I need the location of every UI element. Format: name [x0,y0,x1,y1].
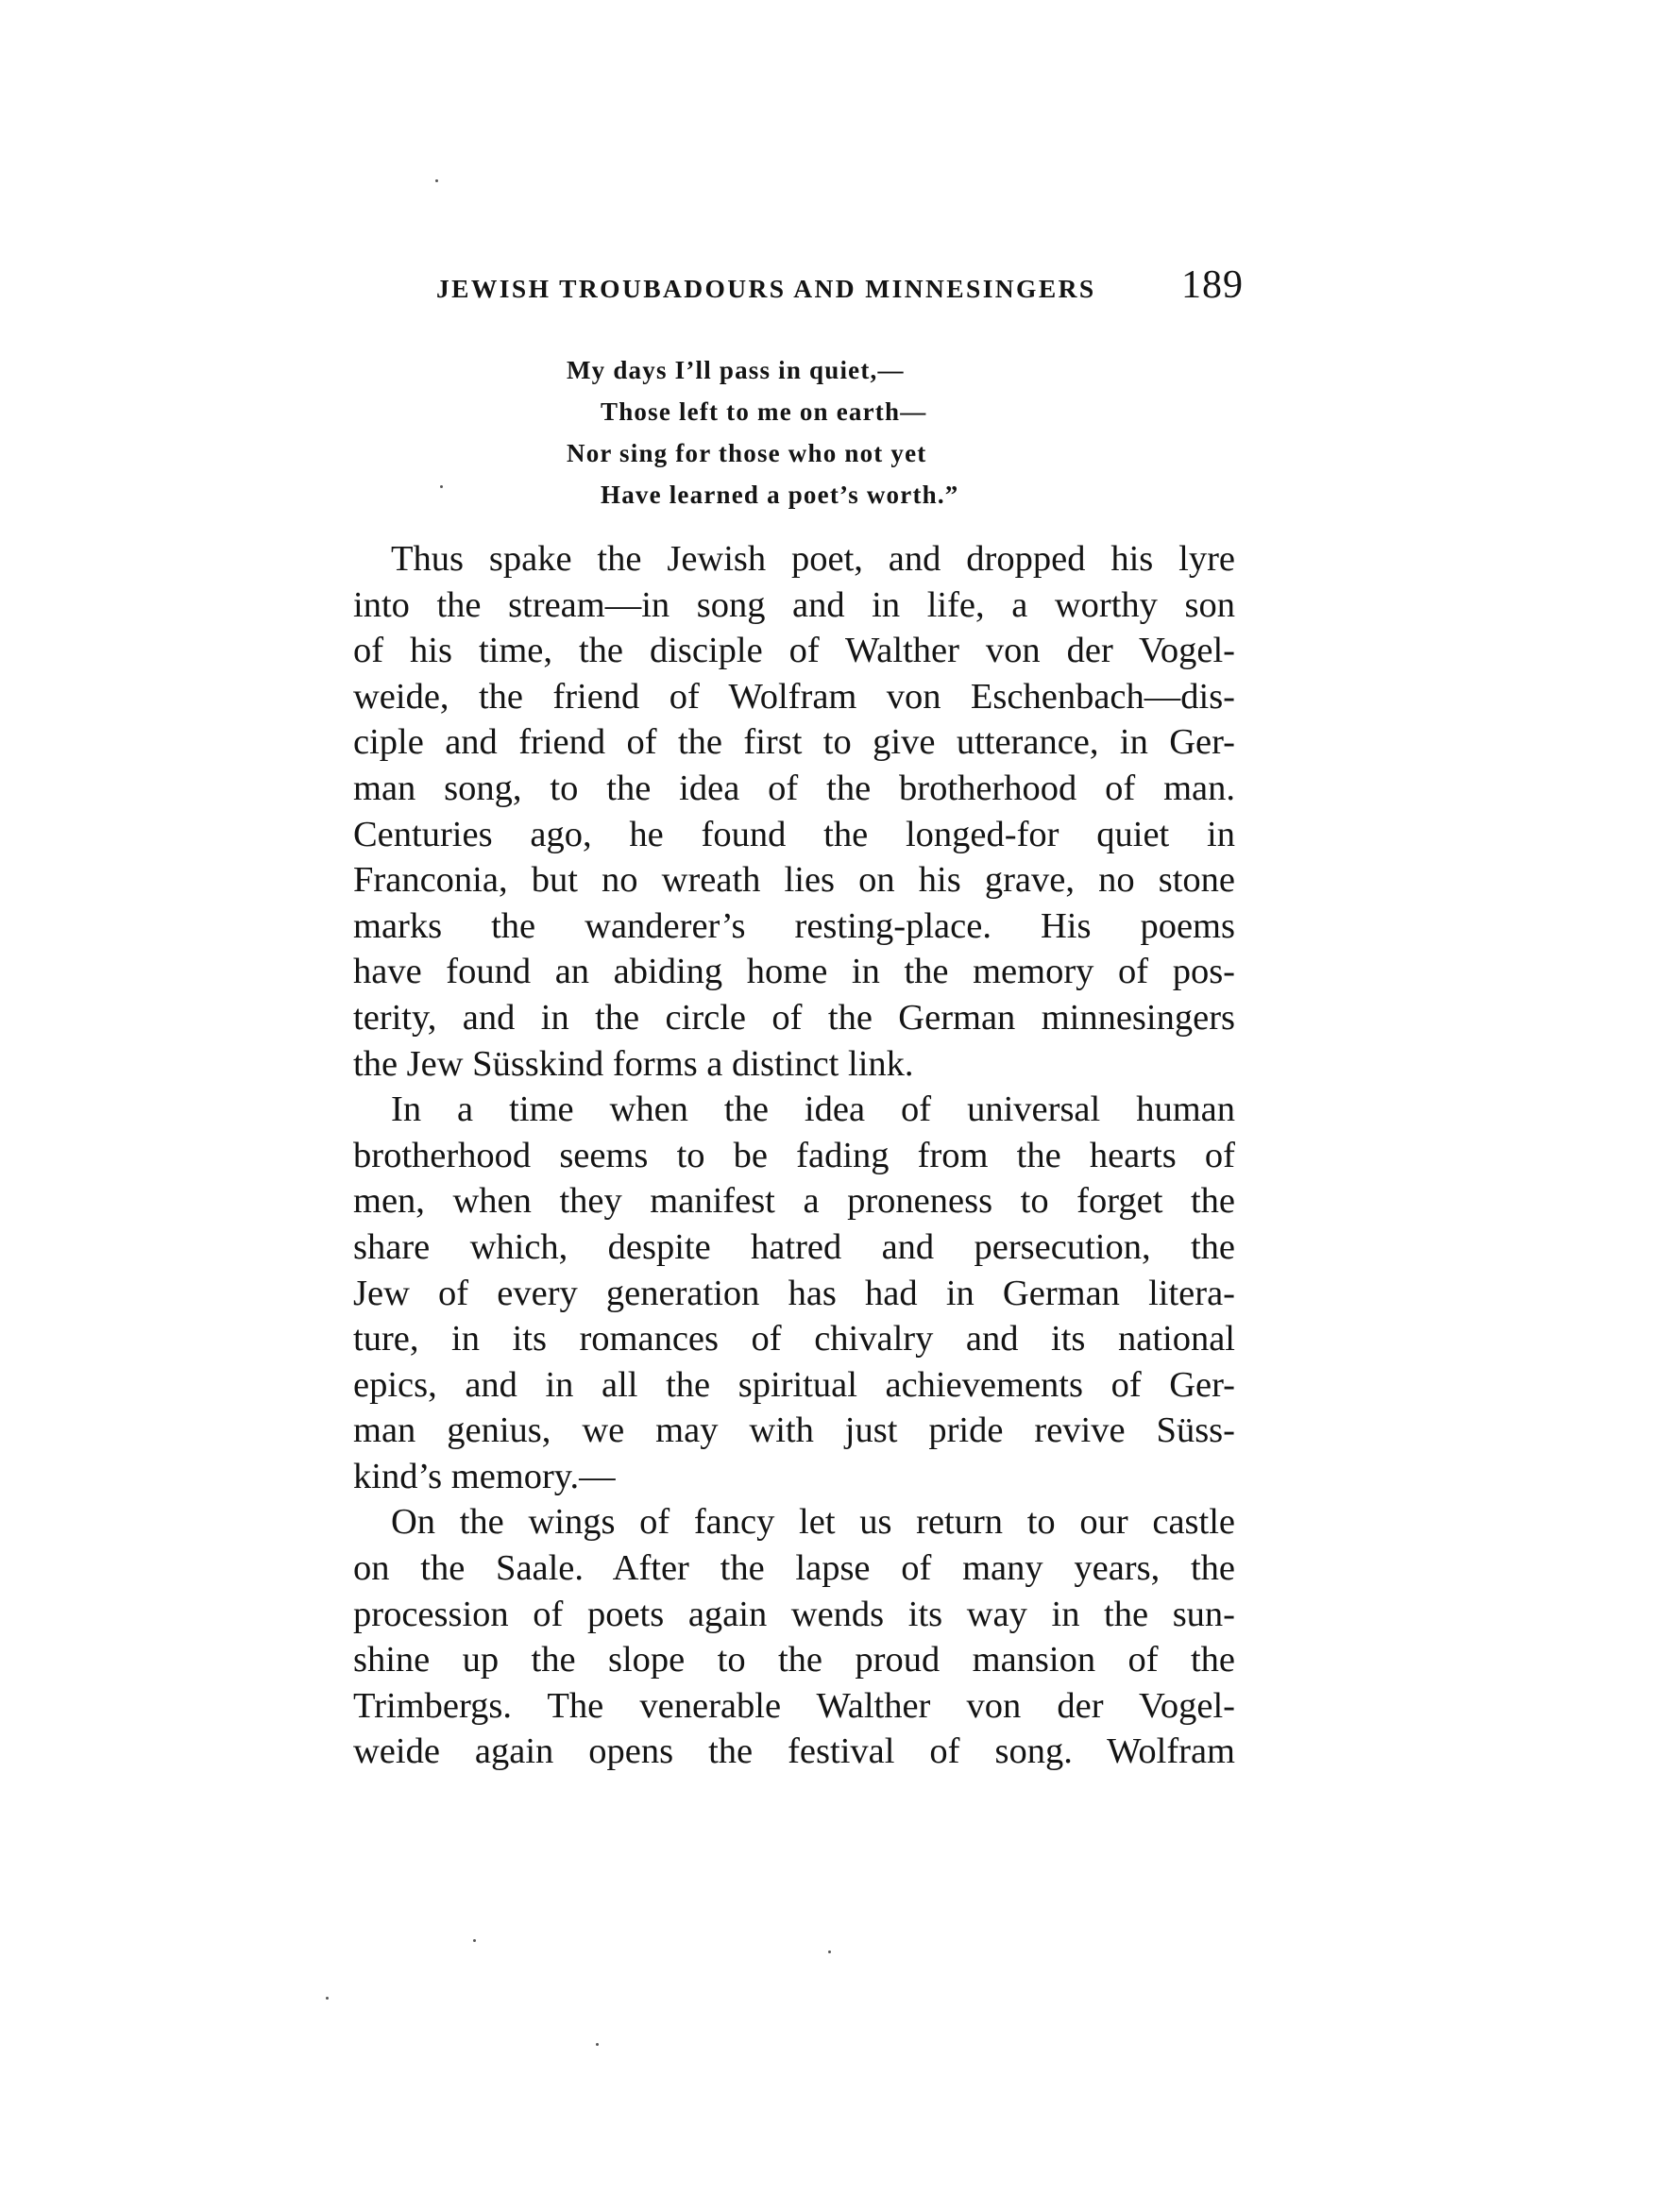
text-line: brotherhood seems to be fading from the hearts of [353,1135,1235,1175]
running-head [436,262,1244,308]
text-line: Franconia, but no wreath lies on his grave, no stone [353,860,1235,901]
scan-speck [326,1997,329,2000]
text-line: man genius, we may with just pride revive Süss- [353,1410,1235,1451]
text-line: weide, the friend of Wolfram von Eschenbach—dis- [353,676,1235,717]
text-line: kind’s memory.— [353,1456,616,1496]
text-line: have found an abiding home in the memory of pos- [353,952,1235,992]
scan-speck [828,1950,831,1953]
verse-stanza [567,349,959,515]
text-line: ciple and friend of the first to give utterance, in Ger- [353,722,1235,763]
text-line: terity, and in the circle of the German minnesingers [353,997,1235,1038]
verse-line: My days I’ll pass in quiet,— [567,356,905,384]
body-text [353,536,1235,1775]
text-line: shine up the slope to the proud mansion of the [353,1640,1235,1680]
verse-line: Have learned a poet’s worth.” [601,481,959,509]
text-line: procession of poets again wends its way in the sun- [353,1594,1235,1634]
scan-speck [473,1939,476,1942]
text-line: In a time when the idea of universal human [391,1089,1235,1130]
text-line: Centuries ago, he found the longed-for quiet in [353,814,1235,854]
text-line: man song, to the idea of the brotherhood of man. [353,768,1235,808]
text-line: On the wings of fancy let us return to our castle [391,1502,1235,1543]
scan-speck [596,2043,599,2046]
page-number: 189 [1181,263,1244,307]
text-line: of his time, the disciple of Walther von der Vogel- [353,631,1235,671]
text-line: men, when they manifest a proneness to forget the [353,1181,1235,1222]
text-line: the Jew Süsskind forms a distinct link. [353,1043,914,1084]
text-line: ture, in its romances of chivalry and its national [353,1319,1235,1359]
verse-line: Those left to me on earth— [601,397,927,426]
text-line: epics, and in all the spiritual achievements of Ger- [353,1364,1235,1405]
text-line: weide again opens the festival of song. Wolfram [353,1731,1235,1772]
scan-speck [440,485,443,488]
scan-speck [435,179,438,182]
text-line: Trimbergs. The venerable Walther von der Vogel- [353,1685,1235,1726]
text-line: Thus spake the Jewish poet, and dropped his lyre [391,539,1235,579]
text-line: share which, despite hatred and persecution, the [353,1226,1235,1267]
text-line: marks the wanderer’s resting-place. His poems [353,905,1235,946]
text-line: into the stream—in song and in life, a worthy son [353,584,1235,625]
text-line: Jew of every generation has had in German litera- [353,1273,1235,1313]
text-line: on the Saale. After the lapse of many years, the [353,1548,1235,1589]
verse-line: Nor sing for those who not yet [567,439,927,467]
running-title: JEWISH TROUBADOURS AND MINNESINGERS [436,274,1096,303]
